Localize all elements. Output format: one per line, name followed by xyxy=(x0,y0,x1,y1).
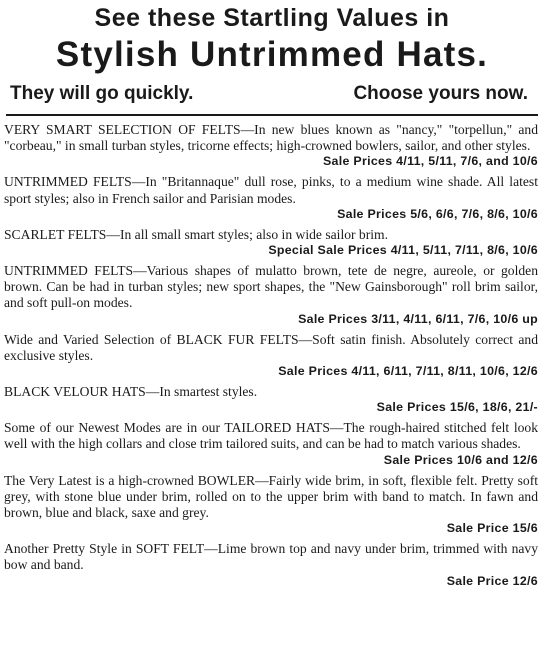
divider-rule xyxy=(6,114,538,116)
item-description: The Very Latest is a high-crowned BOWLER—Fairly wide brim, in soft, flexible felt. Pretty soft grey, with stone blue under brim, rolled on to the upper brim with band to match. In fawn and brown, blue and black, saxe and grey. xyxy=(4,472,538,521)
item-prices: Sale Prices 4/11, 5/11, 7/6, and 10/6 xyxy=(322,154,538,169)
item-prices: Sale Prices 5/6, 6/6, 7/6, 8/6, 10/6 xyxy=(337,206,538,221)
headline-line-2: Stylish Untrimmed Hats. xyxy=(55,35,489,74)
item-description: Another Pretty Style in SOFT FELT—Lime brown top and navy under brim, trimmed with navy bow and band. xyxy=(4,541,538,573)
item-description: SCARLET FELTS—In all small smart styles; also in wide sailor brim. xyxy=(4,226,389,242)
item-description: UNTRIMMED FELTS—Various shapes of mulatto brown, tete de negre, aureole, or golden brown. Can be had in turban styles; new sport shapes, the "New Gainsborough" roll brim sailor, and soft pull-on modes. xyxy=(4,263,538,311)
hat-listing-item xyxy=(0,541,544,588)
hat-listing-item xyxy=(0,332,544,379)
hat-listing-item xyxy=(0,473,544,537)
hat-listing-item xyxy=(0,174,544,221)
item-prices: Special Sale Prices 4/11, 5/11, 7/11, 8/6, 10/6 xyxy=(268,243,538,258)
item-prices: Sale Prices 15/6, 18/6, 21/- xyxy=(376,400,538,415)
item-description: VERY SMART SELECTION OF FELTS—In new blues known as "nancy," "torpellun," and "corbeau," in small turban styles, tricorne effects; high-crowned bowlers, sailor, and other styles. xyxy=(4,122,538,154)
item-description: Some of our Newest Modes are in our TAILORED HATS—The rough-haired stitched felt look well with the high collars and close trim tailored suits, and can be had to match various shades. xyxy=(4,420,538,452)
item-description: Wide and Varied Selection of BLACK FUR FELTS—Soft satin finish. Absolutely correct and exclusive styles. xyxy=(4,331,538,363)
item-description: UNTRIMMED FELTS—In "Britannaque" dull rose, pinks, to a medium wine shade. All latest sport styles; also in French sailor and Parisian modes. xyxy=(4,174,538,206)
item-prices: Sale Prices 4/11, 6/11, 7/11, 8/11, 10/6, 12/6 xyxy=(278,364,538,379)
hat-listings xyxy=(0,122,544,589)
item-prices: Sale Price 15/6 xyxy=(446,521,538,536)
hat-listing-item xyxy=(0,122,544,169)
tagline-left: They will go quickly. xyxy=(10,83,194,104)
item-description: BLACK VELOUR HATS—In smartest styles. xyxy=(4,384,258,400)
tagline-right: Choose yours now. xyxy=(353,83,528,104)
tagline-row xyxy=(0,82,544,106)
hat-listing-item xyxy=(0,227,544,258)
hat-listing-item xyxy=(0,420,544,467)
item-prices: Sale Price 12/6 xyxy=(446,573,538,588)
item-prices: Sale Prices 3/11, 4/11, 6/11, 7/6, 10/6 up xyxy=(298,311,538,326)
headline-line-1: See these Startling Values in xyxy=(94,4,450,32)
hat-listing-item xyxy=(0,263,544,327)
item-prices: Sale Prices 10/6 and 12/6 xyxy=(383,452,538,467)
hat-listing-item xyxy=(0,384,544,415)
